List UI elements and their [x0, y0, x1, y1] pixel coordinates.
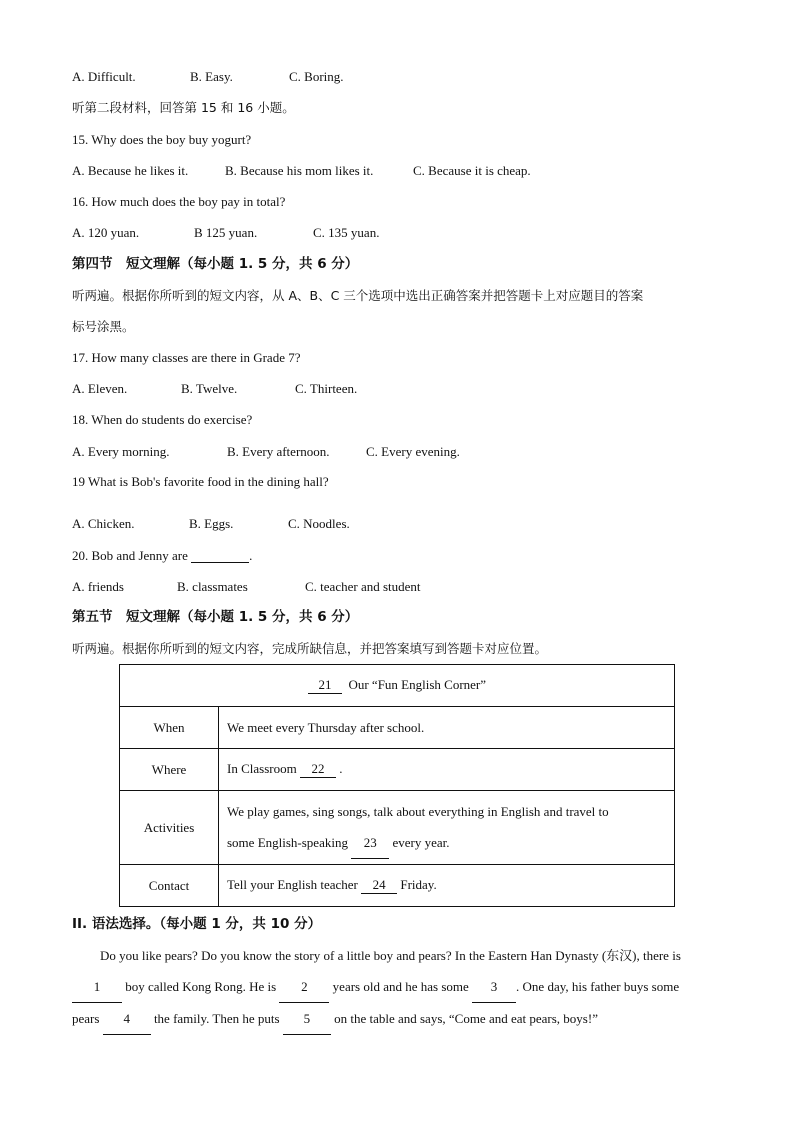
row-value-when: We meet every Thursday after school. — [219, 707, 675, 749]
q20-option-a: A. friends — [72, 579, 124, 594]
contact-prefix: Tell your English teacher — [227, 877, 362, 892]
blank-3: 3 — [472, 971, 516, 1003]
q15-option-c: C. Because it is cheap. — [413, 163, 531, 178]
passage-text: . One day, his father buys some — [516, 979, 680, 994]
contact-suffix: Friday. — [397, 877, 437, 892]
q16-option-b: B 125 yuan. — [194, 225, 258, 240]
q19-option-a: A. Chicken. — [72, 516, 135, 531]
section4-instruction-line2: 标号涂黑。 — [72, 319, 135, 334]
q14-option-b: B. Easy. — [190, 69, 233, 84]
q18-stem: 18. When do students do exercise? — [72, 412, 253, 427]
grammar-passage — [72, 940, 724, 1035]
q19-option-c: C. Noodles. — [288, 516, 350, 531]
passage-line1: Do you like pears? Do you know the story of a little boy and pears? In the Eastern Han Dynasty (东汉), there is — [100, 948, 681, 963]
table-title-row — [120, 665, 675, 707]
info-table — [119, 664, 675, 907]
passage-text: on the table and says, “Come and eat pears, boys!” — [330, 1011, 598, 1026]
passage-text: pears — [72, 1011, 103, 1026]
table-row — [120, 791, 675, 865]
blank-24: 24 — [361, 877, 397, 894]
section4-instruction-line1: 听两遍。根据你所听到的短文内容，从 A、B、C 三个选项中选出正确答案并把答题卡上对应题目的答案 — [72, 288, 644, 303]
row-key-when: When — [120, 707, 219, 749]
passage-text: boy called Kong Rong. He is — [122, 979, 280, 994]
q15-option-b: B. Because his mom likes it. — [225, 163, 374, 178]
row-value-contact — [219, 865, 675, 907]
table-title-text: Our “Fun English Corner” — [348, 677, 487, 692]
where-suffix: . — [335, 761, 343, 776]
q16-option-a: A. 120 yuan. — [72, 225, 140, 240]
passage-line2 — [72, 971, 724, 1003]
activities-suffix: every year. — [389, 835, 450, 850]
row-key-contact: Contact — [120, 865, 219, 907]
section5-heading: 第五节 短文理解（每小题 1. 5 分，共 6 分） — [72, 609, 359, 625]
row-key-where: Where — [120, 749, 219, 791]
q20-stem-suffix: . — [249, 548, 253, 563]
q19-stem: 19 What is Bob's favorite food in the dining hall? — [72, 474, 329, 489]
passage-text: the family. Then he puts — [150, 1011, 283, 1026]
q17-option-c: C. Thirteen. — [295, 381, 358, 396]
table-row — [120, 865, 675, 907]
q20-option-c: C. teacher and student — [305, 579, 421, 594]
row-key-activities: Activities — [120, 791, 219, 865]
activities-line1: We play games, sing songs, talk about everything in English and travel to — [227, 804, 609, 819]
q18-option-a: A. Every morning. — [72, 444, 170, 459]
q17-option-b: B. Twelve. — [181, 381, 238, 396]
q18-option-c: C. Every evening. — [366, 444, 460, 459]
where-prefix: In Classroom — [227, 761, 300, 776]
q20-stem — [72, 548, 252, 564]
table-row — [120, 707, 675, 749]
section-note-2: 听第二段材料，回答第 15 和 16 小题。 — [72, 100, 295, 115]
q15-stem: 15. Why does the boy buy yogurt? — [72, 132, 252, 147]
table-row — [120, 749, 675, 791]
q14-option-a: A. Difficult. — [72, 69, 136, 84]
section4-heading: 第四节 短文理解（每小题 1. 5 分，共 6 分） — [72, 256, 359, 272]
passage-line3 — [72, 1003, 724, 1035]
blank-21: 21 — [308, 677, 342, 694]
q20-option-b: B. classmates — [177, 579, 248, 594]
table-title — [120, 665, 675, 707]
activities-prefix: some English-speaking — [227, 835, 352, 850]
passage-text: years old and he has some — [329, 979, 473, 994]
blank-1: 1 — [72, 971, 122, 1003]
row-value-activities — [219, 791, 675, 865]
q16-stem: 16. How much does the boy pay in total? — [72, 194, 286, 209]
blank-4: 4 — [103, 1003, 151, 1035]
activities-line2 — [227, 827, 666, 859]
q18-option-b: B. Every afternoon. — [227, 444, 330, 459]
q17-option-a: A. Eleven. — [72, 381, 128, 396]
section5-instruction: 听两遍。根据你所听到的短文内容，完成所缺信息，并把答案填写到答题卡对应位置。 — [72, 641, 548, 656]
q20-stem-prefix: 20. Bob and Jenny are — [72, 548, 192, 563]
blank-22: 22 — [300, 761, 336, 778]
grammar-heading: II. 语法选择。（每小题 1 分，共 10 分） — [72, 916, 322, 932]
q15-option-a: A. Because he likes it. — [72, 163, 189, 178]
blank-5: 5 — [283, 1003, 331, 1035]
q14-option-c: C. Boring. — [289, 69, 344, 84]
q17-stem: 17. How many classes are there in Grade 7? — [72, 350, 301, 365]
q19-option-b: B. Eggs. — [189, 516, 234, 531]
q20-answer-blank — [191, 548, 249, 563]
blank-2: 2 — [279, 971, 329, 1003]
blank-23: 23 — [351, 827, 389, 859]
q16-option-c: C. 135 yuan. — [313, 225, 380, 240]
row-value-where — [219, 749, 675, 791]
